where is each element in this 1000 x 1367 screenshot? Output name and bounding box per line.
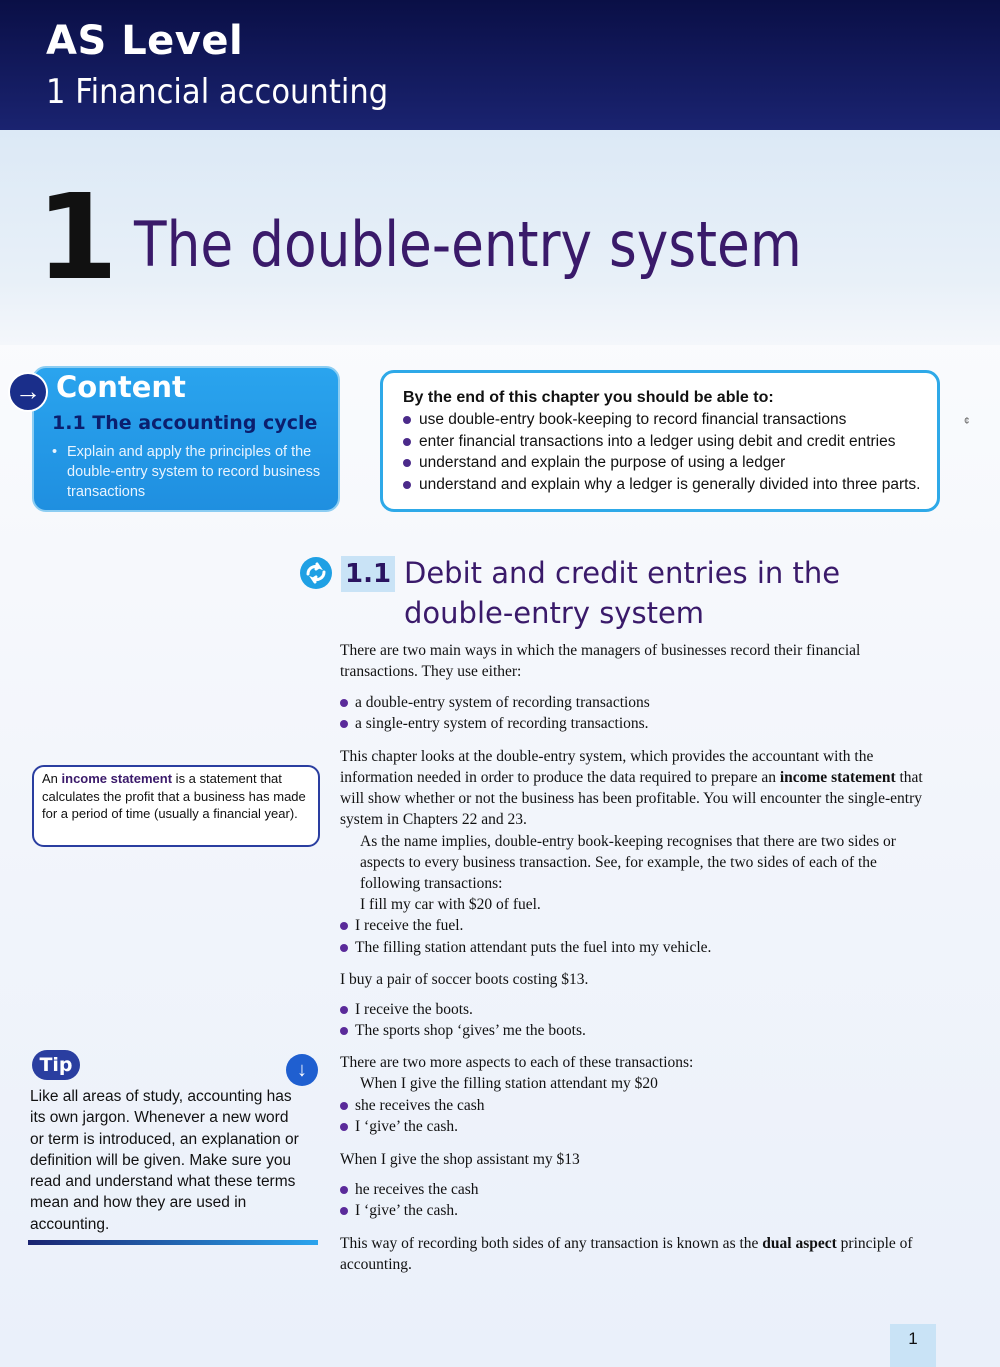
definition-text: An — [42, 771, 62, 786]
list-item: I receive the fuel. — [340, 915, 920, 936]
list-item: I receive the boots. — [340, 999, 920, 1020]
objective-item: understand and explain why a ledger is generally divided into three parts. — [403, 474, 937, 496]
chapter-title: The double-entry system — [134, 208, 802, 281]
chapter-number: 1 — [36, 168, 119, 306]
list-item: she receives the cash — [340, 1095, 920, 1116]
list-item: The sports shop ‘gives’ me the boots. — [340, 1020, 920, 1041]
content-heading: Content — [56, 370, 186, 404]
objective-item: understand and explain the purpose of using a ledger — [403, 452, 937, 474]
page-number: 1 — [890, 1324, 936, 1367]
example-line: When I give the shop assistant my $13 — [340, 1151, 580, 1168]
tip-divider — [28, 1240, 318, 1245]
sync-icon — [300, 557, 332, 589]
section-number: 1.1 — [341, 556, 395, 592]
list-item: a double-entry system of recording transactions — [340, 692, 920, 713]
key-term: dual aspect — [762, 1235, 837, 1252]
paragraph: There are two more aspects to each of these transactions: — [340, 1054, 694, 1071]
paragraph-text: This way of recording both sides of any transaction is known as the — [340, 1235, 763, 1252]
header-band — [0, 0, 1000, 130]
objective-item: use double-entry book-keeping to record financial transactions — [403, 409, 937, 431]
arrow-down-icon: ↓ — [286, 1054, 318, 1086]
list-item: a single-entry system of recording transactions. — [340, 713, 920, 734]
paragraph — [340, 831, 940, 894]
section-title: Debit and credit entries in the double-entry system — [404, 556, 841, 630]
content-subheading: 1.1 The accounting cycle — [52, 412, 318, 434]
paragraph-text: As the name implies, double-entry book-keeping recognises that there are two sides or aspects to every business transaction. See, for example, the two sides of each of the following transactions: — [360, 833, 896, 892]
level-label: AS Level — [46, 18, 244, 64]
definition-box — [32, 765, 320, 847]
list-item: I ‘give’ the cash. — [340, 1200, 920, 1221]
objectives-box — [380, 370, 940, 512]
definition-term: income statement — [61, 771, 173, 786]
objectives-list — [403, 409, 937, 495]
example-line: I buy a pair of soccer boots costing $13. — [340, 971, 589, 988]
example-line: When I give the filling station attendant my $20 — [360, 1075, 658, 1092]
key-term: income statement — [779, 769, 896, 786]
paragraph — [340, 746, 940, 830]
stray-mark: ¢ — [964, 416, 970, 427]
arrow-right-icon: → — [8, 372, 48, 412]
paragraph-text: principle of accounting. — [340, 1235, 913, 1273]
example-line: I fill my car with $20 of fuel. — [360, 896, 541, 913]
tip-text: Like all areas of study, accounting has its own jargon. Whenever a new word or term is introduced, an explanation or definition will be given. Make sure you read and understand what these terms mean and how they are used in accounting. — [30, 1088, 299, 1233]
paragraph: There are two main ways in which the managers of businesses record their financial transactions. They use either: — [340, 642, 861, 680]
list-item: I ‘give’ the cash. — [340, 1116, 920, 1137]
content-bullet: • Explain and apply the principles of the double-entry system to record business transactions — [52, 442, 332, 502]
section-label: 1 Financial accounting — [46, 72, 389, 112]
paragraph — [340, 1233, 940, 1275]
paragraph-text: that will show whether or not the business has been profitable. You will encounter the single-entry system in Chapters 22 and 23. — [340, 769, 923, 828]
objective-item: enter financial transactions into a ledger using debit and credit entries — [403, 431, 937, 453]
definition-text: is a statement that calculates the profit that a business has made for a period of time (usually a financial year). — [42, 771, 306, 821]
paragraph-text: This chapter looks at the double-entry system, which provides the accountant with the information needed in order to produce the data required to prepare an — [340, 748, 874, 786]
objectives-heading: By the end of this chapter you should be able to: — [403, 389, 774, 406]
tip-badge: Tip — [32, 1050, 80, 1080]
list-item: The filling station attendant puts the fuel into my vehicle. — [340, 937, 920, 958]
list-item: he receives the cash — [340, 1179, 920, 1200]
